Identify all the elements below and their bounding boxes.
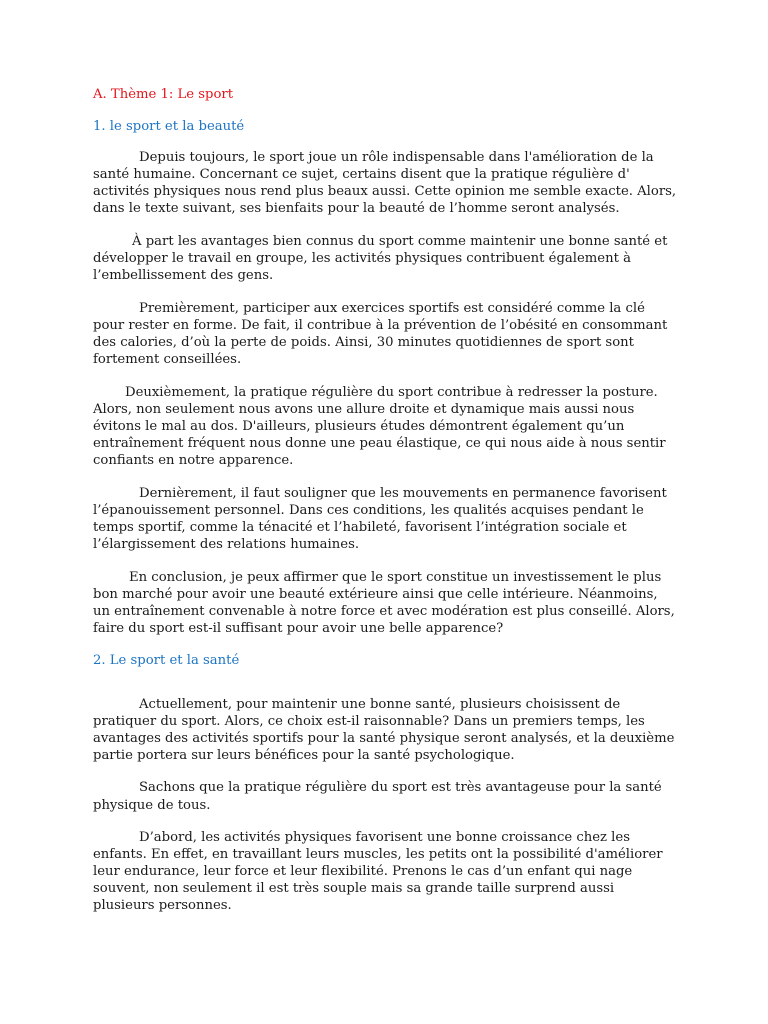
paragraph-health-growth: D’abord, les activités physiques favorisent une bonne croissance chez les enfants. En effet, en travaillant leurs muscles, les petits ont la possibilité d'améliorer leur endurance, leur force et leur flexibilité. Prenons le cas d’un enfant qui nage souvent, non seulement il est très souple mais sa grande taille surprend aussi plusieurs personnes. [93,830,663,914]
section-heading-health: 2. Le sport et la santé [93,653,240,669]
paragraph-conclusion: En conclusion, je peux affirmer que le sport constitue un investissement le plus bon marché pour avoir une beauté extérieure ainsi que celle intérieure. Néanmoins, un entraînement convenable à notre force et avec modération est plus conseillé. Alors, faire du sport est-il suffisant pour avoir une belle apparence? [93,569,675,636]
paragraph-health-intro: Actuellement, pour maintenir une bonne santé, plusieurs choisissent de pratiquer du sport. Alors, ce choix est-il raisonnable? Dans un premiers temps, les avantages des activités sportifs pour la santé physique seront analysés, et la deuxième partie portera sur leurs bénéfices pour la santé psychologique. [93,696,675,763]
paragraph-second: Deuxièmement, la pratique régulière du sport contribue à redresser la posture. Alors, non seulement nous avons une allure droite et dynamique mais aussi nous évitons le mal au dos. D'ailleurs, plusieurs études démontrent également qu’un entraînement fréquent nous donne une peau élastique, ce qui nous aide à nous sentir confiants en notre apparence. [93,384,666,469]
theme-heading: A. Thème 1: Le sport [93,87,234,102]
paragraph-health-physical: Sachons que la pratique régulière du sport est très avantageuse pour la santé physique de tous. [93,780,662,813]
section-heading-beauty: 1. le sport et la beauté [93,119,245,135]
paragraph-intro: Depuis toujours, le sport joue un rôle indispensable dans l'amélioration de la santé humaine. Concernant ce sujet, certains disent que la pratique régulière d' activités physiques nous rend plus beaux aussi. Cette opinion me semble exacte. Alors, dans le texte suivant, ses bienfaits pour la beauté de l’homme seront analysés. [93,150,677,217]
paragraph-first: Premièrement, participer aux exercices sportifs est considéré comme la clé pour rester en forme. De fait, il contribue à la prévention de l’obésité en consommant des calories, d’où la perte de poids. Ainsi, 30 minutes quotidiennes de sport sont fortement conseillées. [93,300,668,368]
paragraph-advantages: À part les avantages bien connus du sport comme maintenir une bonne santé et développer le travail en groupe, les activités physiques contribuent également à l’embellissement des gens. [93,234,668,284]
document-body [93,86,678,930]
paragraph-last: Dernièrement, il faut souligner que les mouvements en permanence favorisent l’épanouissement personnel. Dans ces conditions, les qualités acquises pendant le temps sportif, comme la ténacité et l’habileté, favorisent l’intégration sociale et l’élargissement des relations humaines. [93,485,667,552]
